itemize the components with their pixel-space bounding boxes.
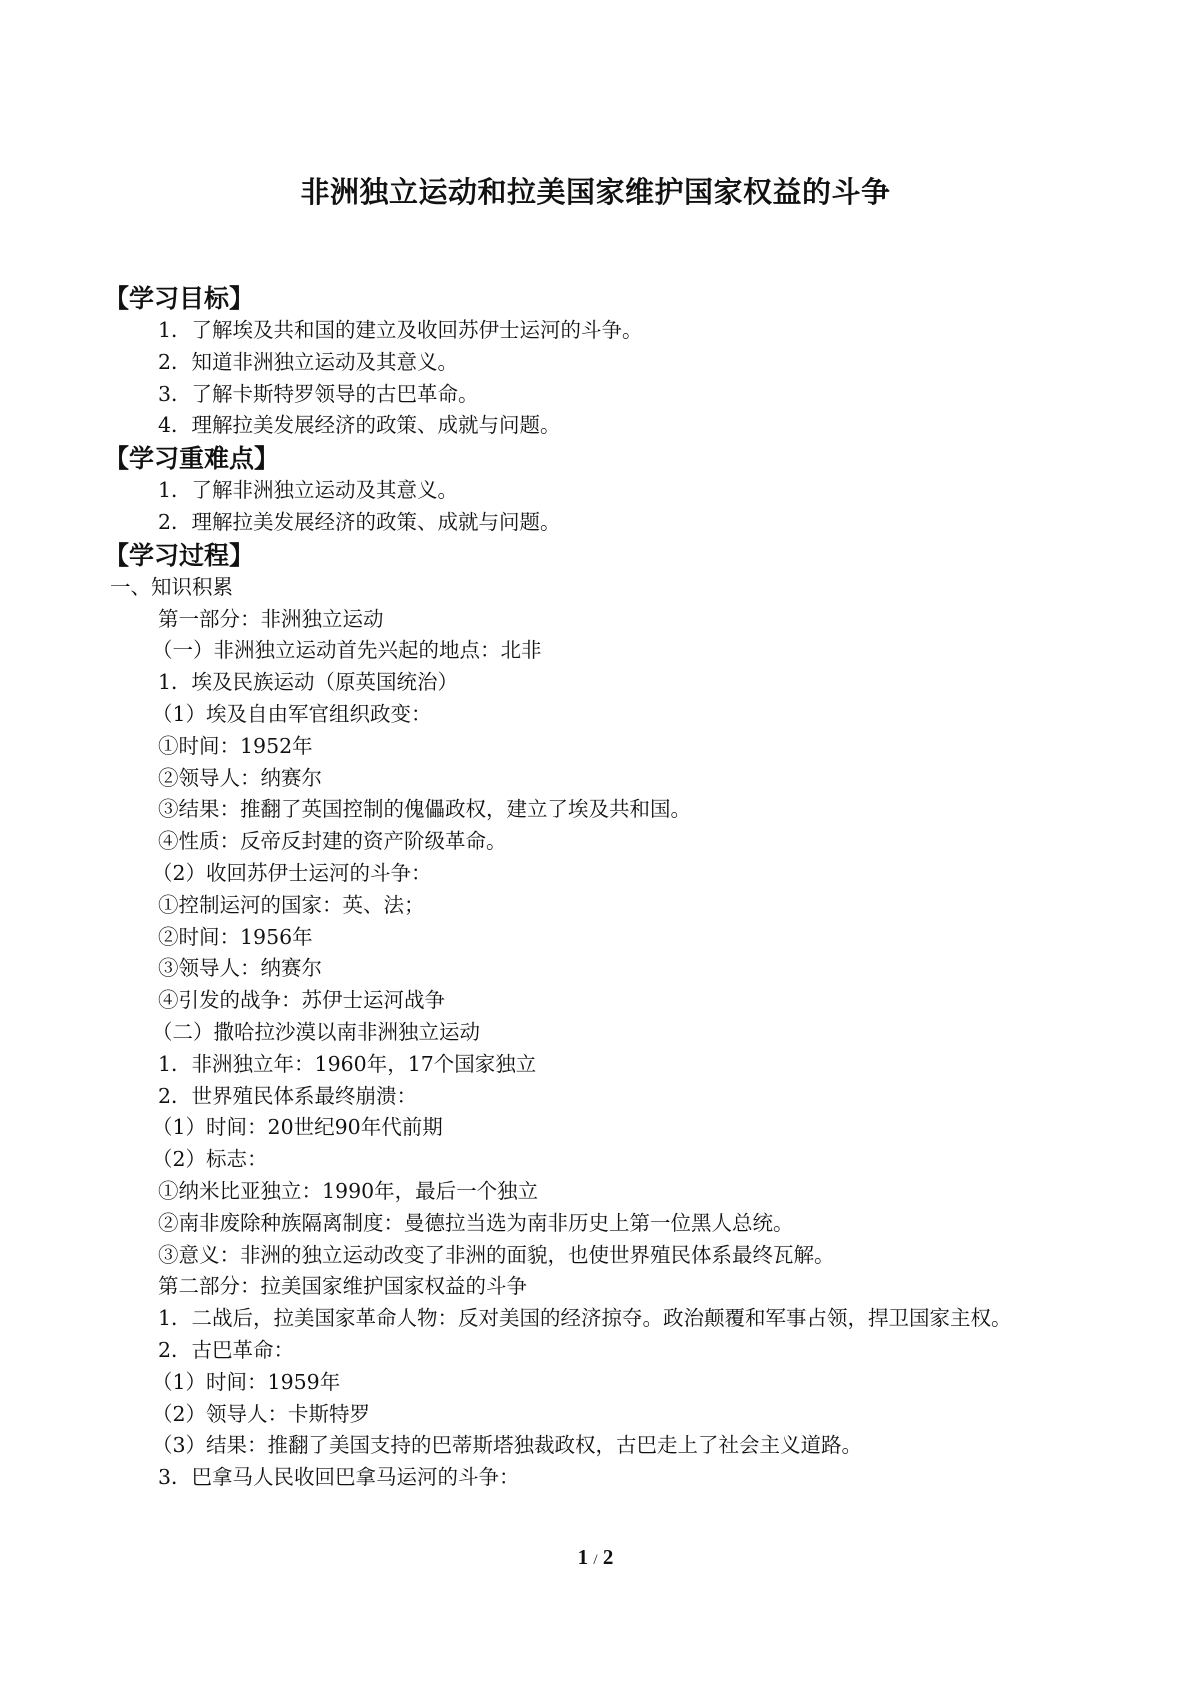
process-line: ①纳米比亚独立：1990年，最后一个独立 [158,1178,539,1203]
process-line: （2）收回苏伊士运河的斗争： [152,860,432,885]
process-line: 2．古巴革命： [158,1337,295,1362]
process-line: （一）非洲独立运动首先兴起的地点：北非 [152,638,542,663]
process-paragraph-text: 1．二战后，拉美国家革命人物：反对美国的经济掠夺。政治颠覆和军事占领，捍卫国家主权。 [158,1306,1012,1331]
process-line: ③领导人：纳赛尔 [158,956,322,981]
process-line: （二）撒哈拉沙漠以南非洲独立运动 [152,1019,480,1044]
process-line: ④引发的战争：苏伊士运河战争 [158,988,445,1013]
process-paragraph [110,1303,1085,1335]
process-line: （1）时间：1959年 [152,1369,341,1394]
page-number [0,1545,1191,1570]
process-line: ③结果：推翻了英国控制的傀儡政权，建立了埃及共和国。 [158,797,691,822]
document-body [104,282,1085,1494]
objective-item: 4．理解拉美发展经济的政策、成就与问题。 [158,413,561,438]
process-line: ③意义：非洲的独立运动改变了非洲的面貌，也使世界殖民体系最终瓦解。 [158,1242,835,1267]
page-total: 2 [602,1545,614,1569]
process-line: （2）标志： [152,1147,268,1172]
process-line: 1．埃及民族运动（原英国统治） [158,670,459,695]
process-line: （1）埃及自由军官组织政变： [152,701,432,726]
process-line: ②领导人：纳赛尔 [158,765,322,790]
page-separator: / [593,1552,598,1568]
process-line: ①控制运河的国家：英、法； [158,892,425,917]
key-point-item: 1．了解非洲独立运动及其意义。 [158,478,459,503]
objective-item: 3．了解卡斯特罗领导的古巴革命。 [158,381,479,406]
part-title: 第一部分：非洲独立运动 [158,606,384,631]
process-line: （3）结果：推翻了美国支持的巴蒂斯塔独裁政权，古巴走上了社会主义道路。 [152,1433,863,1458]
document-title: 非洲独立运动和拉美国家维护国家权益的斗争 [300,175,891,209]
process-line: （2）领导人：卡斯特罗 [152,1401,371,1426]
process-line: ②南非废除种族隔离制度：曼德拉当选为南非历史上第一位黑人总统。 [158,1210,794,1235]
process-line: ①时间：1952年 [158,733,313,758]
heading-process: 【学习过程】 [104,540,255,570]
page-current: 1 [577,1545,589,1569]
process-line: 3．巴拿马人民收回巴拿马运河的斗争： [158,1465,520,1490]
objective-item: 1．了解埃及共和国的建立及收回苏伊士运河的斗争。 [158,318,643,342]
process-line: ②时间：1956年 [158,924,313,949]
heading-key-points: 【学习重难点】 [104,444,280,474]
key-point-item: 2．理解拉美发展经济的政策、成就与问题。 [158,509,561,534]
process-line: （1）时间：20世纪90年代前期 [152,1115,443,1140]
process-line: 2．世界殖民体系最终崩溃： [158,1083,418,1108]
process-line: ④性质：反帝反封建的资产阶级革命。 [158,829,507,854]
process-subheading: 一、知识积累 [110,574,233,599]
process-line: 1．非洲独立年：1960年，17个国家独立 [158,1051,537,1076]
objective-item: 2．知道非洲独立运动及其意义。 [158,349,459,374]
part-title: 第二部分：拉美国家维护国家权益的斗争 [158,1274,527,1299]
heading-objectives: 【学习目标】 [104,284,255,313]
